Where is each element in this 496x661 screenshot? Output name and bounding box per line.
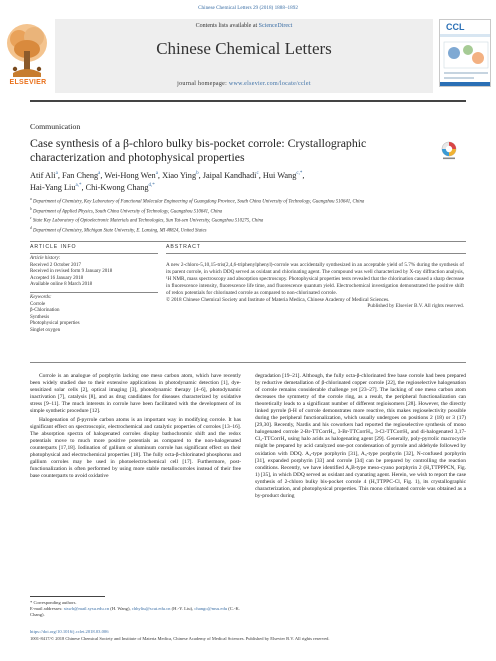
affil-text: Department of Applied Physics, South China University of Technology, Guangzhou 510641, China	[33, 209, 223, 215]
author-affil: c,*	[296, 171, 303, 176]
article-history	[30, 256, 158, 289]
email-label: E-mail addresses:	[30, 606, 64, 611]
author-list: Atif Ali$^a$, Fan Cheng$^a$, Wei-Hong Wen$^a$, Xiao Ying$^b$, Jaipal Kandhadi$^c$, Hui Wang$^{c,*}$, Hai-Yang Liu$^{a,*}$, Chi-Kwong Chang$^{d,*}$	[30, 170, 305, 193]
affil-text: Department of Chemistry, Key Laboratory of Functional Molecular Engineering of Guangdong Province, South China University of Technology, Guangzhou 510641, China	[33, 199, 365, 205]
journal-name: Chinese Chemical Letters	[156, 39, 332, 58]
affiliation	[30, 225, 470, 235]
author[interactable]: Hui Wang	[262, 170, 297, 180]
affiliation	[30, 206, 470, 216]
author[interactable]: Wei-Hong Wen	[104, 170, 156, 180]
abstract-body	[166, 262, 464, 310]
body-paragraph: degradation [19–21]. Although, the fully octa-β-chlorinated free base corrole had been prepared by reductive demetallation of β-chlorinated copper corrole [22], the regioselective halogenation of corrole remains considerable challenge yet [23–27]. The lacking of one meso carbon atom decreases the symmetry of the corrole ring, as a result, the peripheral functionalization can theoretically leads to a significant number of different regioisomers [28]. However, the directly linked pyrrole β-H of corrole demonstrates more reactive, this makes regioselectivity possible during the peripheral functionalization, which usually undergoes on positions 2 (18) or 3 (17) [29,30]. Recently, Nardis and his coworkers had reported the regioselective synthesis of mono halogenated corrole 2-Br-TTCorrH₃, 3-Br-TTCorrH₃, 3-Cl-TTCorrH₃ and di-halogenated 3,17-Cl₂-TTCorrH₃ using halo acids as halogenating agent [29]. Generally, poly-pyrrolic macrocycle might be prepared by acid catalyzed one-pot condensation of pyrrole and aldehyde followed by oxidation with DDQ. A₄-type porphyrin [31], A₃-type porphyrin [32], N-confused porphyrin [31], expanded porphyrin [33] and corrole [34] can be prepared by controlling the reaction conditions. Recently, we have identified A₂B-type meso-cyano porphyrin 2 (H₂TTPPPCN, Fig. 1) [35], in which DDQ served as oxidant and cyanating agent. Herein, we wish to report the case synthesis of 2-chloro bulky bis-pocket corrole 4 (H₃TTPPC-Cl, Fig. 1), its crystallographic characterization, and photophysical properties. This mono chlorinated corrole was obtained as a by-product during	[255, 373, 466, 499]
author-affil: b	[196, 171, 199, 176]
divider	[30, 253, 158, 254]
sciencedirect-link[interactable]: ScienceDirect	[258, 23, 293, 29]
correspondence-footnote	[30, 600, 241, 618]
cover-art	[440, 20, 491, 87]
elsevier-tree-logo	[3, 19, 51, 81]
author[interactable]: Hai-Yang Liu	[30, 183, 76, 193]
keyword: Corrole	[30, 301, 46, 307]
author-affil: a	[98, 171, 101, 176]
email-link[interactable]: chhyliu@scut.edu.cn	[131, 606, 171, 611]
affil-marker: a	[30, 197, 32, 201]
affiliations	[30, 196, 470, 235]
divider	[30, 362, 466, 363]
corresponding-label: * Corresponding authors.	[30, 600, 77, 605]
journal-cover-thumbnail[interactable]	[439, 19, 491, 87]
history-item: Received in revised form 9 January 2018	[30, 269, 113, 275]
author[interactable]: Fan Cheng	[61, 170, 99, 180]
keyword: Synthesis	[30, 314, 50, 320]
author-affil: c	[256, 171, 259, 176]
abstract-copyright: © 2018 Chinese Chemical Society and Institute of Materia Medica, Chinese Academy of Medical Sciences.	[166, 296, 390, 303]
author-affil: d,*	[148, 183, 155, 189]
author[interactable]: Atif Ali	[30, 170, 56, 180]
rights-statement: 1001-8417/© 2018 Chinese Chemical Society and Institute of Materia Medica, Chinese Academy of Medical Sciences. Published by Elsevier B.V. All rights reserved.	[30, 636, 330, 641]
email-line	[30, 606, 241, 618]
history-item: Accepted 16 January 2018	[30, 275, 84, 281]
divider	[30, 292, 158, 293]
article-info-heading: ARTICLE INFO	[30, 244, 77, 250]
email-link[interactable]: stswh@mail.sysu.edu.cn	[63, 606, 110, 611]
keywords-label: Keywords:	[30, 295, 52, 300]
author[interactable]: Xiao Ying	[162, 170, 197, 180]
affiliation	[30, 196, 470, 206]
divider	[30, 241, 466, 242]
keywords	[30, 295, 158, 335]
journal-masthead	[3, 17, 495, 95]
affil-text: State Key Laboratory of Optoelectronic Materials and Technologies, Sun Yat-sen University, Guangzhou 510275, China	[32, 218, 264, 224]
body-paragraph: Corrole is an analogue of porphyrin lacking one meso carbon atom, which have recently been widely studied due to their extensive applications in photodynamic detection [1], dye-sensitized solar cells [2], optical imaging [3], photodynamic therapy [4–6], photodynamic inactivation [7], catalysis [8], and as drug candidates for diseases characterized by oxidative stress [9–11]. The much interests in corrole have been facilitated with the development of its simple synthetic procedure [12].	[30, 373, 241, 415]
author[interactable]: Jaipal Kandhadi	[202, 170, 257, 180]
article-type: Communication	[30, 122, 81, 131]
history-item: Available online 8 March 2018	[30, 282, 93, 288]
author[interactable]: Chi-Kwong Chang	[85, 183, 149, 193]
abstract-publisher: Published by Elsevier B.V. All rights reserved.	[367, 303, 464, 310]
affiliation	[30, 215, 470, 225]
affil-marker: c	[30, 216, 32, 221]
keyword: Singlet oxygen	[30, 327, 61, 333]
doi-link[interactable]: https://doi.org/10.1016/j.cclet.2018.03.006	[30, 629, 109, 634]
homepage-prefix: journal homepage:	[177, 81, 229, 87]
abstract-heading: ABSTRACT	[166, 244, 201, 250]
email-owner: (H. Wang),	[109, 606, 132, 611]
email-owner: (C.-K. Chang).	[30, 606, 240, 617]
affil-marker: b	[30, 206, 32, 211]
author-affil: a	[55, 171, 58, 176]
email-link[interactable]: changc@msu.edu	[194, 606, 228, 611]
masthead-center	[55, 19, 433, 93]
body-paragraph: Halogenation of β-pyrrole carbon atoms is an important way in modifying corrole. It has significant effect on spectroscopic, electrochemical and catalytic properties of corroles [13–16]. The absorption spectra of halogenated corroles display bathochromic shift and the redox potentials move to much more positive potentials as compared to the non-halogenated counterparts [17,18]. Iodination of gallium or aluminum corrole has significant effect on their photophysical and electrochemical properties [18]. The fully octa-β-chlorinated phosphorus and gallium corroles may be used in photoelectrochemical cell [17]. Furthermore, post-functionalization is often performed by using more stable metallocorroles instead of their free base counterparts to avoid oxidative	[30, 416, 241, 480]
author-affil: a,*	[75, 183, 82, 189]
footnote-rule	[30, 596, 105, 597]
keyword: β-Chlorination	[30, 308, 60, 314]
affil-marker: d	[30, 226, 32, 231]
homepage-line	[55, 81, 433, 87]
author-affil: a	[155, 171, 158, 176]
crossmark-icon[interactable]	[441, 141, 457, 161]
cover-text: CCL	[446, 22, 465, 32]
abstract-paragraph: A new 2-chloro-5,10,15-tris(2,4,6-triphenylphenyl)-corrole was accidentally synthesized in an acceptable yield of 5.7% during the synthesis of its parent corrole, in which DDQ served as oxidant and chlorinating agent. The compound was well characterized by X-ray diffraction analysis, ¹H NMR, mass spectroscopy and absorption spectroscopy. Photophysical properties tests revealed that the chlorination caused a sharp decrease in fluorescence intensity, fluorescence life time, and fluorescence quantum yield. Electrochemical investigation demonstrated the positive shift of redox potentials for chlorinated corrole as compared to non-chlorinated corrole.	[166, 262, 464, 296]
masthead-rule	[30, 100, 466, 102]
publisher-logo-text: ELSEVIER	[9, 79, 47, 86]
body-column-right	[255, 373, 466, 501]
divider	[166, 253, 466, 254]
history-label: Article history:	[30, 256, 61, 261]
contents-line	[55, 23, 433, 29]
running-header[interactable]: Chinese Chemical Letters 29 (2018) 1888–1892	[198, 5, 298, 11]
keyword: Photophysical properties	[30, 321, 80, 327]
contents-prefix: Contents lists available at	[195, 23, 259, 29]
affil-text: Department of Chemistry, Michigan State University, E. Lansing, MI 48824, United States	[33, 228, 207, 234]
article-title: Case synthesis of a β-chloro bulky bis-pocket corrole: Crystallographic characterization and photophysical properties	[30, 136, 367, 164]
history-item: Received 2 October 2017	[30, 262, 81, 268]
email-owner: (H.-Y. Liu),	[170, 606, 195, 611]
journal-homepage-link[interactable]: www.elsevier.com/locate/cclet	[228, 81, 311, 87]
body-column-left	[30, 373, 241, 482]
